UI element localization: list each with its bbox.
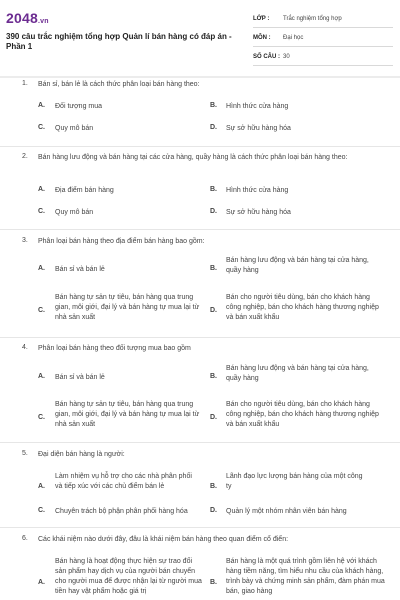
document-title: 390 câu trắc nghiệm tổng hợp Quản lí bán hàng có đáp án - Phần 1 [6, 32, 232, 51]
option-letter-a: A. [38, 579, 45, 586]
option-letter-b: B. [210, 186, 217, 193]
option-text-a[interactable]: Bán hàng là hoạt động thực hiện sự trao đổi sản phẩm hay dịch vụ của người bán chuyển cho người mua để được nhận lại từ người mua tiền hay vật phẩm hoặc giá trị [55, 558, 202, 595]
logo-main-text: 2048 [6, 10, 38, 26]
option-letter-c: C. [38, 124, 45, 131]
option-text-b[interactable]: Bán hàng lưu động và bán hàng tại cửa hàng, quầy hàng [226, 365, 369, 382]
option-letter-c: C. [38, 507, 45, 514]
option-text-b[interactable]: Hình thức cửa hàng [226, 187, 289, 194]
option-letter-c: C. [38, 414, 45, 421]
meta-row-count [253, 50, 393, 66]
option-letter-d: D. [210, 124, 217, 131]
document-header [0, 0, 400, 72]
option-text-b[interactable]: Bán hàng là một quá trình gồm liên hệ với khách hàng tiềm năng, tìm hiểu nhu cầu của khách hàng, trình bày và chứng minh sản phẩm, đàm phán mua bán, giao hàng [226, 558, 385, 595]
question-divider [0, 229, 400, 230]
option-letter-b: B. [210, 579, 217, 586]
option-letter-a: A. [38, 102, 45, 109]
option-letter-b: B. [210, 373, 217, 380]
option-text-c[interactable]: Bán hàng tự sản tự tiêu, bán hàng qua trung gian, môi giới, đại lý và bán hàng tự mua lại từ nhà sản xuất [55, 401, 200, 428]
question-number: 1. [22, 80, 28, 87]
option-letter-d: D. [210, 307, 217, 314]
option-text-a[interactable]: Làm nhiệm vụ hỗ trợ cho các nhà phân phối và tiếp xúc với các chủ điểm bán lẻ [55, 473, 192, 490]
question-number: 4. [22, 344, 28, 351]
question-text: Đại diện bán hàng là người: [38, 451, 125, 458]
meta-row-class [253, 12, 393, 28]
meta-value: Đại học [283, 35, 304, 41]
question-number: 3. [22, 237, 28, 244]
meta-label: MÔN : [253, 35, 271, 41]
question-number: 6. [22, 535, 28, 542]
document-meta [253, 12, 393, 69]
option-letter-a: A. [38, 483, 45, 490]
option-text-d[interactable]: Sự sở hữu hàng hóa [226, 209, 291, 216]
option-text-a[interactable]: Địa điểm bán hàng [55, 187, 114, 194]
question-divider [0, 527, 400, 528]
meta-label: SỐ CÂU : [253, 54, 280, 60]
meta-value: Trắc nghiệm tổng hợp [283, 16, 342, 22]
question-number: 5. [22, 450, 28, 457]
question-divider [0, 146, 400, 147]
header-divider [0, 76, 400, 78]
option-text-c[interactable]: Quy mô bán [55, 125, 94, 132]
option-text-b[interactable]: Hình thức cửa hàng [226, 103, 289, 110]
option-text-c[interactable]: Bán hàng tự sản tự tiêu, bán hàng qua trung gian, môi giới, đại lý và bán hàng tự mua lại từ nhà sản xuất [55, 294, 200, 321]
option-text-d[interactable]: Sự sở hữu hàng hóa [226, 125, 291, 132]
option-text-a[interactable]: Bán sỉ và bán lẻ [55, 374, 105, 381]
question-text: Bán sỉ, bán lẻ là cách thức phân loại bán hàng theo: [38, 81, 200, 88]
option-letter-b: B. [210, 102, 217, 109]
option-letter-b: B. [210, 483, 217, 490]
option-text-b[interactable]: Bán hàng lưu động và bán hàng tại cửa hàng, quầy hàng [226, 257, 369, 274]
option-text-d[interactable]: Quản lý một nhóm nhân viên bán hàng [226, 508, 347, 515]
option-letter-c: C. [38, 208, 45, 215]
option-letter-d: D. [210, 414, 217, 421]
option-letter-d: D. [210, 507, 217, 514]
option-letter-a: A. [38, 373, 45, 380]
question-number: 2. [22, 153, 28, 160]
option-letter-a: A. [38, 265, 45, 272]
option-text-d[interactable]: Bán cho người tiêu dùng, bán cho khách hàng công nghiệp, bán cho khách hàng thương nghiệp và bán xuất khẩu [226, 294, 379, 321]
meta-row-subject [253, 31, 393, 47]
question-text: Bán hàng lưu động và bán hàng tại các cửa hàng, quầy hàng là cách thức phân loại bán hàng theo: [38, 154, 348, 161]
question-divider [0, 442, 400, 443]
question-text: Phân loại bán hàng theo địa điểm bán hàng bao gồm: [38, 238, 205, 245]
option-text-b[interactable]: Lãnh đạo lực lượng bán hàng của một công ty [226, 473, 363, 490]
option-text-d[interactable]: Bán cho người tiêu dùng, bán cho khách hàng công nghiệp, bán cho khách hàng thương nghiệp và bán xuất khẩu [226, 401, 379, 428]
meta-label: LỚP : [253, 16, 270, 22]
question-divider [0, 337, 400, 338]
option-text-c[interactable]: Chuyên trách bộ phận phân phối hàng hóa [55, 508, 188, 515]
option-text-a[interactable]: Bán sỉ và bán lẻ [55, 266, 105, 273]
meta-value: 30 [283, 54, 290, 60]
logo-suffix-text: .vn [37, 18, 49, 25]
option-letter-d: D. [210, 208, 217, 215]
option-letter-b: B. [210, 265, 217, 272]
option-letter-a: A. [38, 186, 45, 193]
site-logo[interactable] [6, 10, 49, 26]
question-text: Phân loại bán hàng theo đối tượng mua bao gồm [38, 345, 191, 352]
option-text-a[interactable]: Đối tượng mua [55, 103, 103, 110]
option-text-c[interactable]: Quy mô bán [55, 209, 94, 216]
question-text: Các khái niệm nào dưới đây, đâu là khái niệm bán hàng theo quan điểm cổ điển: [38, 536, 289, 543]
option-letter-c: C. [38, 307, 45, 314]
